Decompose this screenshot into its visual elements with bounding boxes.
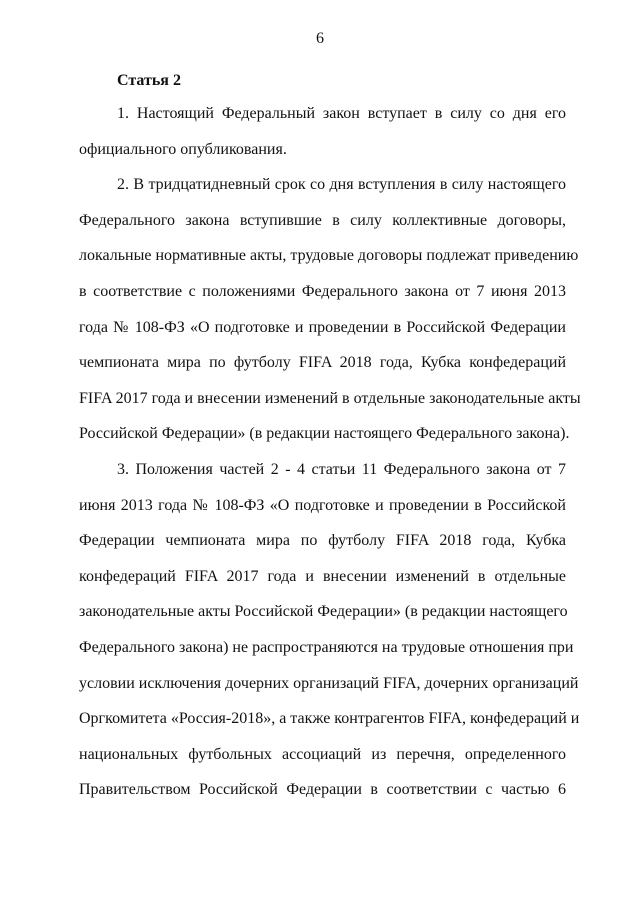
text-line: Федерации чемпионата мира по футболу FIFA 2018 года, Кубка: [79, 532, 566, 550]
page-number: 6: [316, 30, 324, 47]
text-line: Федерального закона) не распространяются на трудовые отношения при: [79, 638, 574, 656]
text-line: национальных футбольных ассоциаций из перечня, определенного: [79, 745, 566, 763]
text-line: Российской Федерации» (в редакции настоящего Федерального закона).: [79, 425, 570, 443]
article-heading: Статья 2: [117, 72, 181, 89]
text-line: FIFA 2017 года и внесении изменений в отдельные законодательные акты: [79, 389, 581, 407]
text-line: официального опубликования.: [79, 140, 287, 158]
paragraph-1: [79, 96, 566, 167]
text-line: Правительством Российской Федерации в соответствии с частью 6: [79, 781, 566, 799]
text-line: условии исключения дочерних организаций FIFA, дочерних организаций: [79, 674, 579, 692]
paragraph-3: [79, 452, 580, 808]
text-line: Федерального закона вступившие в силу коллективные договоры,: [79, 211, 566, 229]
text-line: 2. В тридцатидневный срок со дня вступления в силу настоящего: [117, 176, 566, 194]
text-line: в соответствие с положениями Федерального закона от 7 июня 2013: [79, 282, 566, 300]
text-line: года № 108-ФЗ «О подготовке и проведении в Российской Федерации: [79, 318, 566, 336]
text-line: июня 2013 года № 108-ФЗ «О подготовке и проведении в Российской: [79, 496, 566, 514]
text-line: законодательные акты Российской Федерации» (в редакции настоящего: [79, 603, 568, 621]
paragraph-2: [79, 167, 581, 452]
document-body: [79, 96, 581, 808]
text-line: локальные нормативные акты, трудовые договоры подлежат приведению: [79, 247, 579, 265]
text-line: чемпионата мира по футболу FIFA 2018 года, Кубка конфедераций: [79, 354, 566, 372]
text-line: Оргкомитета «Россия-2018», а также контрагентов FIFA, конфедераций и: [79, 710, 580, 728]
text-line: 1. Настоящий Федеральный закон вступает в силу со дня его: [117, 105, 566, 122]
text-line: конфедераций FIFA 2017 года и внесении изменений в отдельные: [79, 567, 566, 585]
text-line: 3. Положения частей 2 - 4 статьи 11 Федерального закона от 7: [117, 460, 566, 478]
